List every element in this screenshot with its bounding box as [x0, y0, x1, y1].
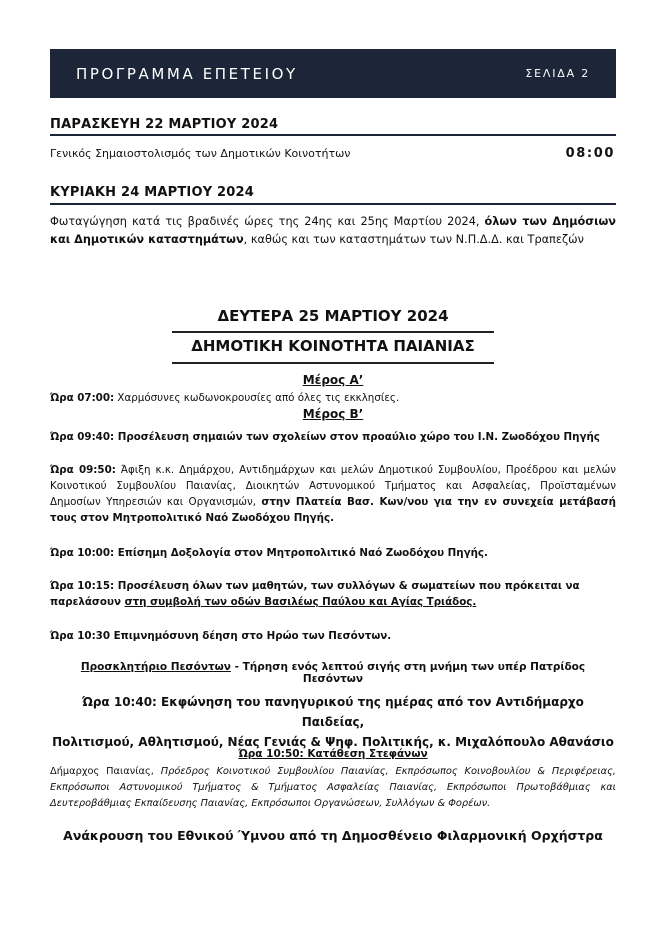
item-text: Άφιξη κ.κ. Δημάρχου, Αντιδημάρχων και μελών Δημοτικού Συμβουλίου, Προέδρου και μελών Κοινοτικού Συμβουλίου Παιανίας, Διοικητών Αστυνομικού Τμήματος και Ασφαλείας, Προϊσταμένων Δημοσίων Υπηρεσιών και Οργανισμών,	[50, 464, 616, 508]
program-title: ΠΡΟΓΡΑΜΜΑ ΕΠΕΤΕΙΟΥ	[76, 65, 298, 83]
community-heading: ΔΗΜΟΤΙΚΗ ΚΟΙΝΟΤΗΤΑ ΠΑΙΑΝΙΑΣ	[191, 337, 475, 355]
item-0940: Ώρα 09:40: Προσέλευση σημαιών των σχολείων στον προαύλιο χώρο του Ι.Ν. Ζωοδόχου Πηγής	[50, 431, 600, 443]
item-1040	[50, 692, 616, 752]
item-text: Χαρμόσυνες κωδωνοκρουσίες από όλες τις εκκλησίες.	[114, 392, 400, 404]
anthem-line: Ανάκρουση του Εθνικού Ύμνου από τη Δημοσθένειο Φιλαρμονική Ορχήστρα	[63, 828, 603, 843]
roll-call-title: Προσκλητήριο Πεσόντων	[80, 661, 231, 673]
wreath-text: Δήμαρχος Παιανίας,	[50, 766, 161, 777]
sunday-divider	[50, 203, 616, 205]
sunday-text-bold: όλων των Δημόσιων και Δημοτικών καταστημάτων	[50, 215, 616, 246]
speech-line: Ώρα 10:40: Εκφώνηση του πανηγυρικού της ημέρας από τον Αντιδήμαρχο Παιδείας,	[82, 695, 584, 729]
item-time: Ώρα 09:50:	[50, 464, 116, 476]
wreath-participants	[50, 764, 616, 812]
wreath-text-italic: Πρόεδρος Κοινοτικού Συμβουλίου Παιανίας, Εκπρόσωπος Κοινοβουλίου & Περιφέρειας, Εκπρόσωποι Αστυνομικού Τμήματος & Τμήματος Ασφαλείας Παιανίας, Εκπρόσωποι Πρωτοβάθμιας και Δευτεροβάθμιας Εκπαίδευσης Παιανίας, Εκπρόσωποι Οργανώσεων, Συλλόγων & Φορέων.	[50, 766, 617, 809]
page-header	[50, 49, 616, 98]
sunday-text-part: , καθώς και των καταστημάτων των Ν.Π.Δ.Δ. και Τραπεζών	[243, 233, 584, 246]
friday-heading: ΠΑΡΑΣΚΕΥΗ 22 ΜΑΡΤΙΟΥ 2024	[50, 117, 279, 132]
item-1030: Ώρα 10:30 Επιμνημόσυνη δέηση στο Ηρώο των Πεσόντων.	[50, 630, 392, 642]
monday-divider-top	[172, 331, 494, 333]
part-a-heading: Μέρος Α’	[302, 373, 364, 387]
roll-call	[50, 661, 616, 685]
item-text-bold: στην Πλατεία Βασ. Κων/νου για την εν συνεχεία μετάβασή τους στον Μητροπολιτικό Ναό Ζωοδόχου Πηγής.	[50, 496, 616, 524]
friday-time: 08:00	[565, 146, 615, 161]
sunday-lighting-text	[50, 213, 616, 249]
item-text: Ώρα 10:15: Προσέλευση όλων των μαθητών, των συλλόγων & σωματείων που πρόκειται να παρελάσουν	[50, 580, 580, 608]
item-1000: Ώρα 10:00: Επίσημη Δοξολογία στον Μητροπολιτικό Ναό Ζωοδόχου Πηγής.	[50, 547, 488, 559]
item-1015	[50, 578, 616, 610]
page-number: ΣΕΛΙΔΑ 2	[525, 67, 590, 80]
part-b-heading: Μέρος Β’	[302, 407, 364, 421]
item-1050-heading: Ώρα 10:50: Κατάθεση Στεφάνων	[238, 748, 428, 760]
roll-call-text: - Τήρηση ενός λεπτού σιγής στη μνήμη των υπέρ Πατρίδος Πεσόντων	[230, 661, 586, 685]
speech-line: Πολιτισμού, Αθλητισμού, Νέας Γενιάς & Ψηφ. Πολιτικής, κ. Μιχαλόπουλο Αθανάσιο	[52, 735, 614, 749]
item-0700	[50, 390, 616, 406]
sunday-heading: ΚΥΡΙΑΚΗ 24 ΜΑΡΤΙΟΥ 2024	[50, 185, 255, 200]
item-0950	[50, 462, 616, 526]
friday-event: Γενικός Σημαιοστολισμός των Δημοτικών Κοινοτήτων	[50, 147, 351, 160]
sunday-text-part: Φωταγώγηση κατά τις βραδινές ώρες της 24ης και 25ης Μαρτίου 2024,	[50, 215, 485, 228]
friday-divider	[50, 134, 616, 136]
monday-heading: ΔΕΥΤΕΡΑ 25 ΜΑΡΤΙΟΥ 2024	[217, 307, 449, 325]
item-text-underlined: στη συμβολή των οδών Βασιλέως Παύλου και Αγίας Τριάδος.	[124, 596, 477, 608]
monday-divider-bottom	[172, 362, 494, 364]
item-time: Ώρα 07:00:	[50, 392, 115, 404]
